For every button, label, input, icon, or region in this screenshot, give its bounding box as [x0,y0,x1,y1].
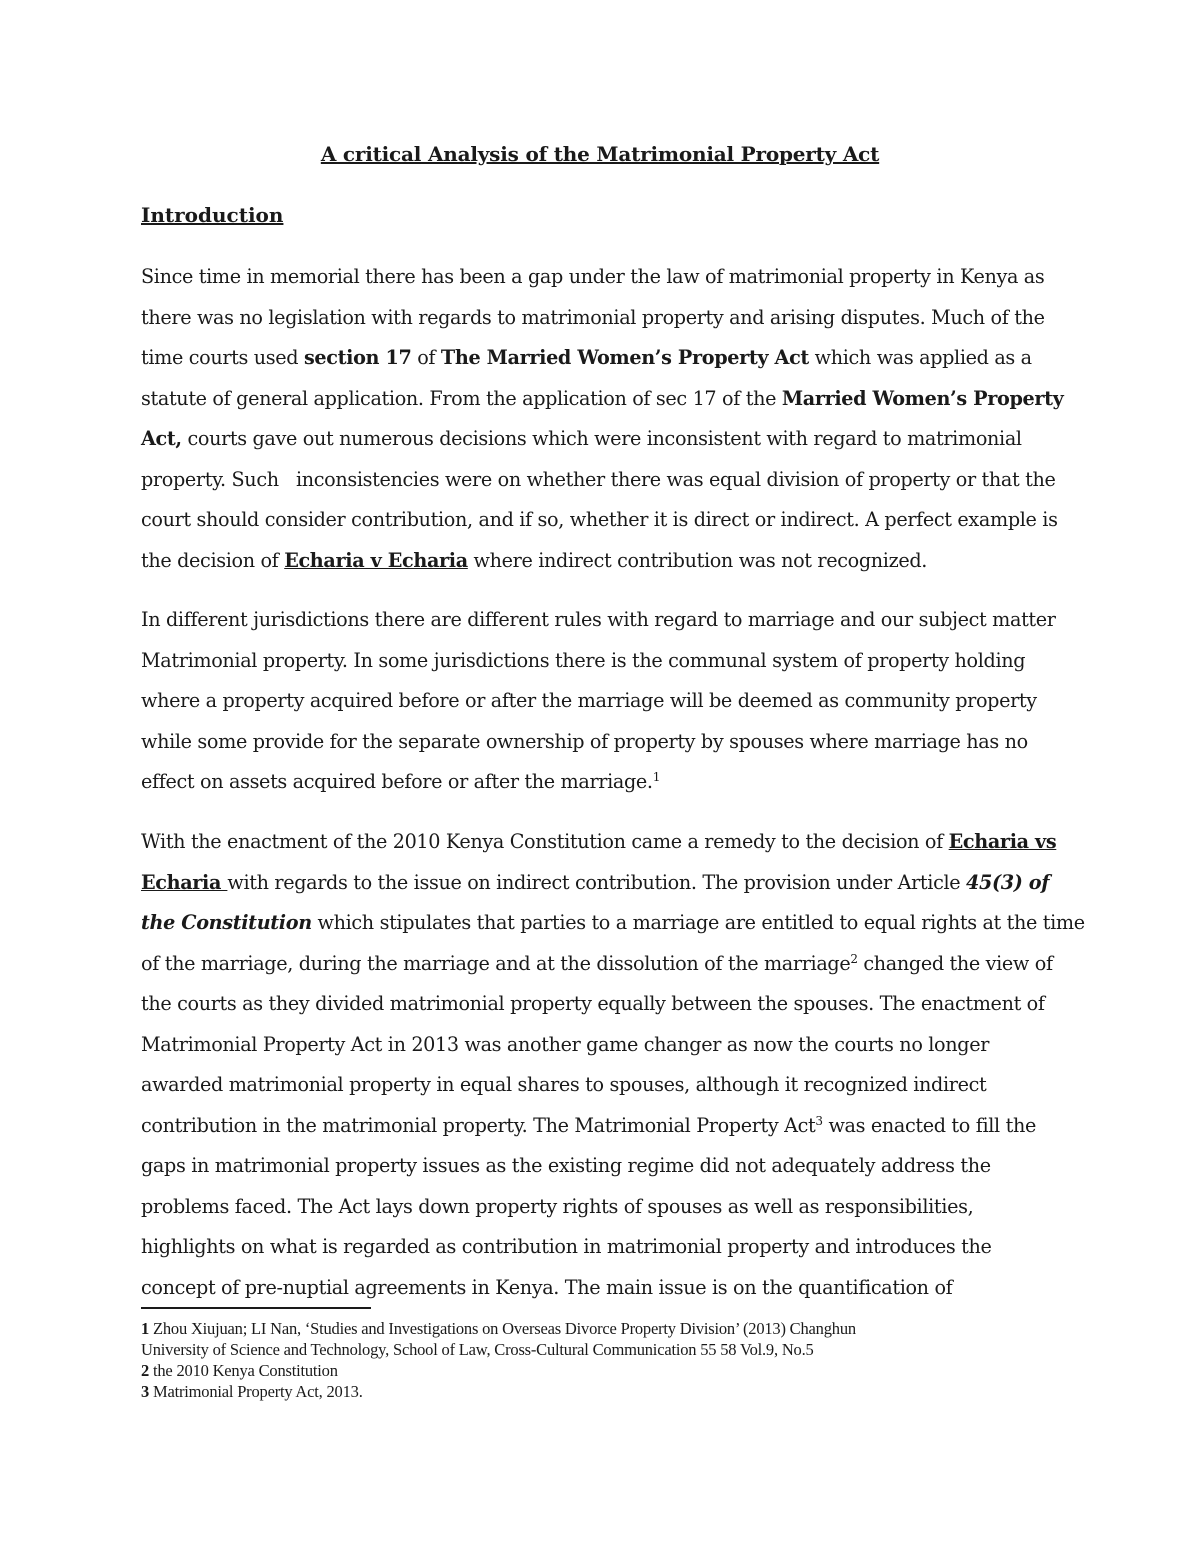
text-line: Act, courts gave out numerous decisions which were inconsistent with regard to matrimonial [141,427,1022,450]
text-line: awarded matrimonial property in equal shares to spouses, although it recognized indirect [141,1073,987,1096]
paragraph-3 [141,822,1085,1308]
article-reference: the Constitution [141,911,312,934]
footnote-3: 3 Matrimonial Property Act, 2013. [141,1382,363,1401]
section-heading-introduction: Introduction [141,203,284,227]
text-line: Echaria with regards to the issue on indirect contribution. The provision under Article 45(3) of [141,870,1050,894]
bold-reference: Married Women’s Property [781,386,1064,410]
text-line: the Constitution which stipulates that parties to a marriage are entitled to equal rights at the time [141,911,1085,934]
bold-reference: Act, [141,427,182,450]
text-line: court should consider contribution, and if so, whether it is direct or indirect. A perfect example is [141,508,1058,531]
article-reference: 45(3) of [966,870,1050,894]
footnote-1: 1 Zhou Xiujuan; LI Nan, ‘Studies and Investigations on Overseas Divorce Property Division’ (2013) Changhun [141,1319,856,1338]
text-line: Matrimonial Property Act in 2013 was another game changer as now the courts no longer [141,1032,990,1056]
text-line: the courts as they divided matrimonial property equally between the spouses. The enactment of [141,992,1045,1015]
text-line: contribution in the matrimonial property. The Matrimonial Property Act$^3$ was enacted to fill the [141,1113,1036,1137]
text-line: highlights on what is regarded as contribution in matrimonial property and introduces the [141,1235,992,1258]
footnotes [141,1318,1081,1402]
case-citation: Echaria v Echaria [284,548,468,572]
text-line: time courts used section 17 of The Married Women’s Property Act which was applied as a [141,346,1032,369]
text-line: where a property acquired before or after the marriage will be deemed as community property [141,689,1037,712]
footnote-ref-1[interactable]: 1 [652,770,660,784]
footnote-ref-3[interactable]: 3 [815,1113,823,1128]
text-line: In different jurisdictions there are different rules with regard to marriage and our subject matter [141,608,1056,631]
text-line: gaps in matrimonial property issues as the existing regime did not adequately address the [141,1154,991,1177]
text-line: statute of general application. From the application of sec 17 of the Married Women’s Property [141,386,1064,410]
bold-reference: section 17 [303,346,412,369]
text-line: Matrimonial property. In some jurisdictions there is the communal system of property holding [141,648,1026,672]
document-title: A critical Analysis of the Matrimonial Property Act [320,142,880,166]
case-citation: Echaria vs [948,830,1057,853]
text-line: property. Such inconsistencies were on whether there was equal division of property or that the [141,467,1056,491]
text-line: problems faced. The Act lays down property rights of spouses as well as responsibilities, [141,1194,974,1218]
text-line: the decision of Echaria v Echaria where indirect contribution was not recognized. [141,548,928,572]
footnote-2: 2 the 2010 Kenya Constitution [141,1361,338,1380]
paragraph-2 [141,600,1061,803]
text-line: concept of pre-nuptial agreements in Kenya. The main issue is on the quantification of [141,1275,953,1299]
text-line: effect on assets acquired before or after the marriage.$^1$ [141,770,660,793]
case-citation: Echaria [141,870,228,894]
text-line: Since time in memorial there has been a gap under the law of matrimonial property in Kenya as [141,265,1045,288]
paragraph-1 [141,257,1064,581]
text-line: With the enactment of the 2010 Kenya Constitution came a remedy to the decision of Echaria vs [141,830,1057,853]
footnote-separator [141,1307,371,1309]
text-line: there was no legislation with regards to matrimonial property and arising disputes. Much of the [141,305,1045,329]
footnote-ref-2[interactable]: 2 [850,951,858,966]
text-line: of the marriage, during the marriage and at the dissolution of the marriage$^2$ changed the view of [141,951,1053,975]
footnote-1-continuation: University of Science and Technology, School of Law, Cross-Cultural Communication 55 58 Vol.9, No.5 [141,1340,814,1359]
text-line: while some provide for the separate ownership of property by spouses where marriage has no [141,729,1028,753]
bold-reference: The Married Women’s Property Act [440,346,809,369]
